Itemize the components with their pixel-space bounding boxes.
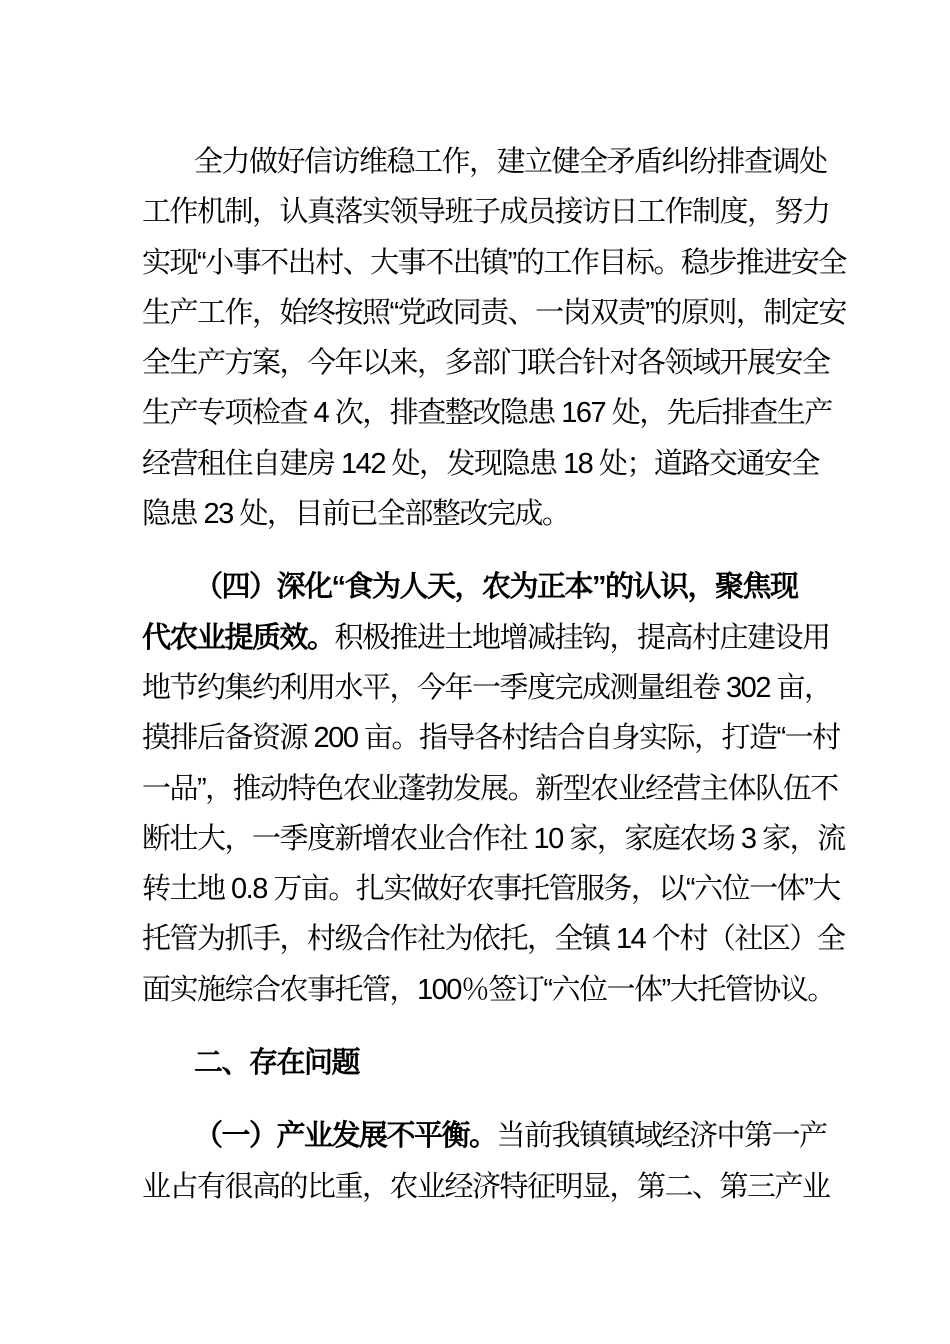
text-run: 生产专项检查 4 次，排查整改隐患 167 处，先后排查生产 [142, 397, 832, 430]
text-line [142, 288, 846, 338]
section-heading [142, 1038, 812, 1088]
text-line [142, 1162, 830, 1212]
text-run: 摸排后备资源 200 亩。指导各村结合自身实际，打造“一村 [142, 722, 840, 755]
text-run: 断壮大，一季度新增农业合作社 10 家，家庭农场 3 家，流 [142, 822, 845, 855]
text-line [142, 713, 840, 763]
text-run: 全生产方案，今年以来，多部门联合针对各领域开展安全 [142, 347, 830, 380]
body-paragraph [142, 137, 846, 539]
text-line [142, 238, 846, 288]
text-line [142, 814, 845, 864]
text-line [142, 388, 832, 438]
text-line [142, 489, 812, 539]
bold-text-run: 代农业提质效。 [142, 621, 335, 654]
text-line [142, 1111, 827, 1161]
text-run: 隐患 23 处，目前已全部整改完成。 [142, 498, 570, 531]
text-run: 全力做好信访维稳工作，建立健全矛盾纠纷排查调处 [194, 146, 827, 178]
text-line [142, 965, 835, 1015]
text-run: 转土地 0.8 万亩。扎实做好农事托管服务，以“六位一体”大 [142, 873, 840, 906]
text-run: 工作机制，认真落实领导班子成员接访日工作制度，努力 [142, 196, 830, 229]
heading-paragraph [142, 562, 845, 1015]
text-line [142, 663, 832, 713]
text-line [142, 137, 827, 187]
bold-text-run: （一）产业发展不平衡。 [194, 1120, 497, 1153]
text-run: 经营租住自建房 142 处，发现隐患 18 处；道路交通安全 [142, 447, 819, 480]
bold-text-run: （四）深化“食为人天，农为正本”的认识，聚焦现 [194, 571, 798, 604]
bold-text-run: 二、存在问题 [194, 1047, 360, 1080]
text-run: 地节约集约利用水平，今年一季度完成测量组卷 302 亩， [142, 671, 832, 704]
text-run: 生产工作，始终按照“党政同责、一岗双责”的原则，制定安 [142, 296, 846, 329]
text-line [142, 613, 830, 663]
text-run: 一品”，推动特色农业蓬勃发展。新型农业经营主体队伍不 [142, 772, 838, 805]
text-line [142, 914, 845, 964]
text-run: 业占有很高的比重，农业经济特征明显，第二、第三产业 [142, 1170, 830, 1203]
heading-paragraph [142, 1111, 830, 1212]
text-line [142, 187, 830, 237]
text-run: 实现“小事不出村、大事不出镇”的工作目标。稳步推进安全 [142, 246, 846, 279]
text-line [142, 864, 840, 914]
text-run: 面实施综合农事托管，100％签订“六位一体”大托管协议。 [142, 973, 835, 1006]
text-run: 积极推进土地增减挂钩，提高村庄建设用 [334, 621, 830, 654]
text-line [142, 338, 830, 388]
text-line [142, 764, 838, 814]
text-run: 托管为抓手，村级合作社为依托，全镇 14 个村（社区）全 [142, 923, 845, 956]
text-run: 当前我镇镇域经济中第一产 [496, 1120, 827, 1153]
document-content [142, 137, 846, 1212]
text-line [142, 562, 812, 612]
text-line [142, 439, 819, 489]
text-line [142, 1038, 812, 1088]
